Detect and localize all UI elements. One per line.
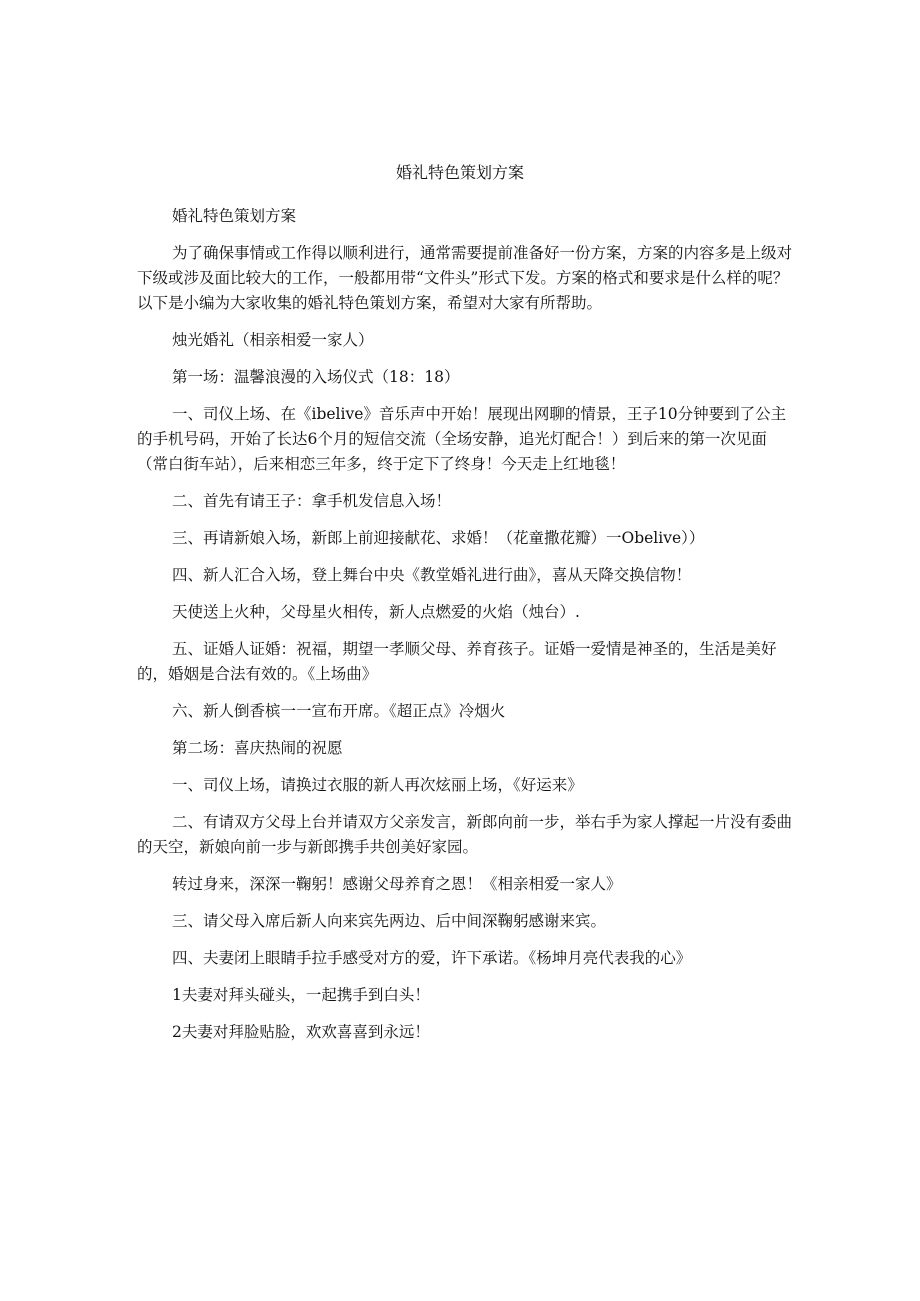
paragraph: 四、夫妻闭上眼睛手拉手感受对方的爱，许下承诺。《杨坤月亮代表我的心》 [172, 949, 692, 967]
paragraph: 五、证婚人证婚：祝福，期望一孝顺父母、养育孩子。证婚一爱情是神圣的，生活是美好的，婚姻是合法有效的。《上场曲》 [137, 640, 777, 683]
paragraph: 一、司仪上场、在《ibelive》音乐声中开始！展现出网聊的情景，王子10分钟要到了公主的手机号码，开始了长达6个月的短信交流（全场安静，追光灯配合！）到后来的第一次见面（常白街车站），后来相恋三年多，终于定下了终身！今天走上红地毯！ [137, 405, 787, 473]
paragraph: 三、再请新娘入场，新郎上前迎接献花、求婚！（花童撒花瓣）一Obelive）） [172, 529, 705, 547]
paragraph: 三、请父母入席后新人向来宾先两边、后中间深鞠躬感谢来宾。 [172, 912, 607, 930]
paragraph: 六、新人倒香槟一一宣布开席。《超正点》冷烟火 [172, 702, 506, 720]
paragraph-subtitle: 婚礼特色策划方案 [172, 207, 297, 225]
document-title: 婚礼特色策划方案 [395, 163, 524, 182]
document-body [137, 204, 793, 1057]
paragraph: 天使送上火种，父母星火相传，新人点燃爱的火焰（烛台）. [172, 603, 580, 621]
paragraph: 二、有请双方父母上台并请双方父亲发言，新郎向前一步，举右手为家人撑起一片没有委曲的天空，新娘向前一步与新郎携手共创美好家园。 [137, 813, 793, 856]
paragraph: 四、新人汇合入场，登上舞台中央《教堂婚礼进行曲》，喜从天降交换信物！ [172, 566, 692, 584]
section-heading-1: 第一场：温馨浪漫的入场仪式（18：18） [172, 368, 460, 386]
paragraph: 转过身来，深深一鞠躬！感谢父母养育之恩！《相亲相爱一家人》 [172, 875, 622, 893]
paragraph: 一、司仪上场，请换过衣服的新人再次炫丽上场，《好运来》 [172, 776, 583, 794]
section-heading-2: 第二场：喜庆热闹的祝愿 [172, 739, 343, 757]
paragraph: 二、首先有请王子：拿手机发信息入场！ [172, 492, 452, 510]
paragraph: 1夫妻对拜头碰头，一起携手到白头！ [172, 986, 430, 1004]
paragraph-intro: 为了确保事情或工作得以顺利进行，通常需要提前准备好一份方案，方案的内容多是上级对下级或涉及面比较大的工作，一般都用带“文件头”形式下发。方案的格式和要求是什么样的呢？以下是小编为大家收集的婚礼特色策划方案，希望对大家有所帮助。 [137, 244, 793, 312]
paragraph-theme: 烛光婚礼（相亲相爱一家人） [172, 331, 374, 349]
paragraph: 2夫妻对拜脸贴脸，欢欢喜喜到永远！ [172, 1023, 430, 1041]
